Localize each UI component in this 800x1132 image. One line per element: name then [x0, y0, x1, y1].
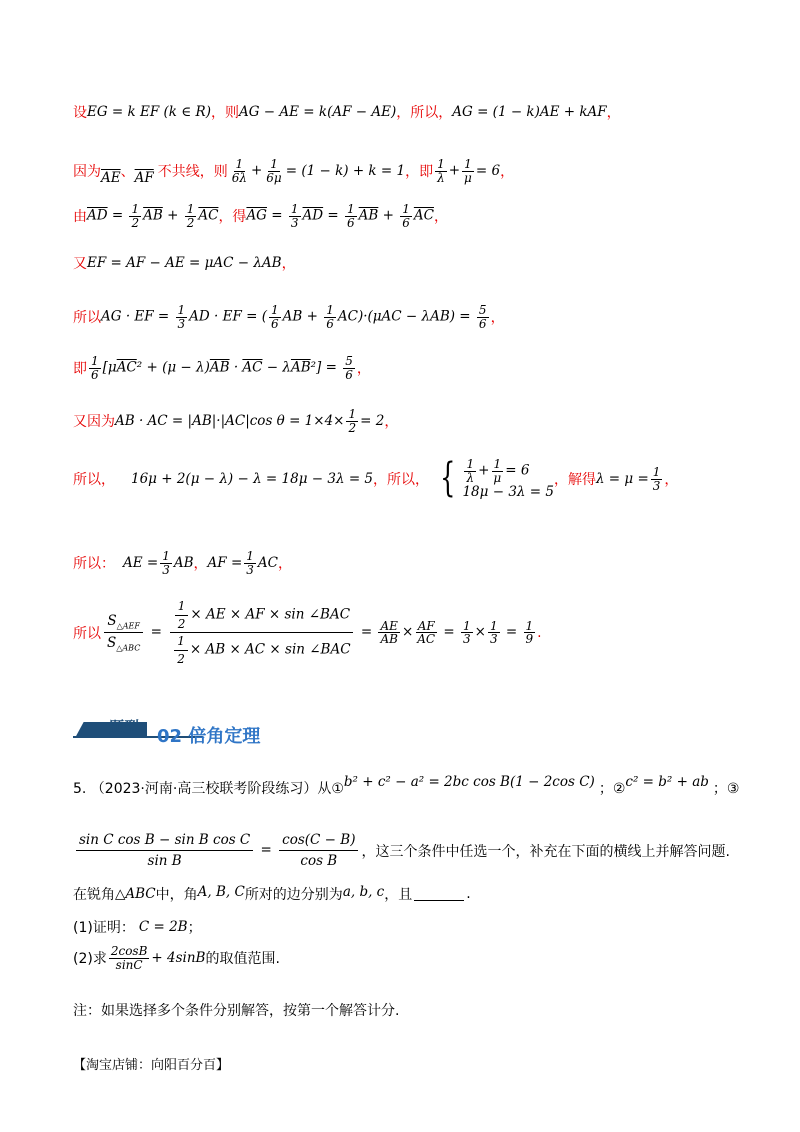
- problem-line-3: 在锐角 △ABC 中，角 A, B, C 所对的边分别为 a, b, c ，且 .: [73, 884, 471, 903]
- solution-line-6: 即 $\frac{1}{6}$ $[\mu\overline{AC}^2 + (\mu - \lambda)\overline{AB} \cdot \overline{AC} - \lambda\overline{AB}^2]$ = $\frac{5}{6}$ ，: [73, 354, 371, 382]
- math-ag-expr: AG = (1 − k)AE + kAF: [452, 104, 607, 120]
- solution-line-2: 因为 $\overline{AE}$ 、 $\overline{AF}$ 不共线，则 $\frac{1}{6\lambda}$ + $\frac{1}{6\mu}$ = (1 − k) + k = 1 ，即 $\frac{1}{\lambda}$ + $\frac{1}{\mu}$ = 6 ，: [73, 156, 515, 186]
- solution-line-9: 所以： AE = $\frac{1}{3}$ AB ， AF = $\frac{1}{3}$ AC ，: [73, 549, 292, 577]
- math-ag-ae: AG − AE = k(AF − AE): [238, 104, 397, 120]
- solution-line-10: 所以 $S_{\triangle AEF}$ $S_{\triangle ABC}$ = $\frac{1}{2}$ × AE × AF × sin ∠BAC $\frac{1}{2}$ × AB × AC × sin ∠BAC = $\frac{AE}{AB}$ × $\frac{AF}{AC}$ = $\frac{1}{3}$ × $\frac{1}{3}$ = $\frac{1}{9}$ .: [73, 599, 542, 666]
- solution-line-3: 由 $\overline{AD}$ = $\frac{1}{2}$ $\overline{AB}$ + $\frac{1}{2}$ $\overline{AC}$ ，得 $\overline{AG}$ = $\frac{1}{3}$ $\overline{AD}$ = $\frac{1}{6}$ $\overline{AB}$ + $\frac{1}{6}$ $\overline{AC}$ ，: [73, 202, 448, 230]
- section-heading: [73, 714, 333, 754]
- footer-shop: 【淘宝店铺：向阳百分百】: [73, 1058, 230, 1073]
- math-eg-def: EG = k EF (k ∈ R): [87, 104, 211, 120]
- heading-tag: 题型: [109, 718, 140, 736]
- problem-note: 注：如果选择多个条件分别解答，按第一个解答计分.: [73, 1003, 400, 1019]
- problem-line-1: 5. （2023·河南·高三校联考阶段练习）从① b² + c² − a² = 2bc cos B(1 − 2cos C) ；② c² = b² + ab ；③: [73, 774, 740, 797]
- equation-system: { $\frac{1}{\lambda}$ + $\frac{1}{\mu}$ = 6 18μ − 3λ = 5: [440, 455, 554, 501]
- solution-line-5: 所以 AG · EF = $\frac{1}{3}$ AD · EF = ( $\frac{1}{6}$ AB + $\frac{1}{6}$ AC)·(μAC − λAB) = $\frac{5}{6}$ ，: [73, 303, 505, 331]
- solution-line-1: 设 EG = k EF (k ∈ R) ，则 AG − AE = k(AF − AE) ，所以， AG = (1 − k)AE + kAF ，: [73, 104, 621, 121]
- answer-blank: [414, 888, 464, 901]
- solution-line-7: 又因为 AB · AC = |AB|·|AC|cos θ = 1×4× $\frac{1}{2}$ = 2 ，: [73, 407, 399, 435]
- question-2: (2)求 $\frac{2\cos B}{\sin C}$ + 4sinB 的取值范围.: [73, 944, 280, 972]
- solution-line-4: 又 EF = AF − AE = μAC − λAB ，: [73, 255, 296, 272]
- problem-line-2: $\frac{\text{sin C cos B − sin B cos C}}{\text{sin B}}$ = $\frac{\cos(C - B)}{\text{cos B}}$ ，这三个条件中任选一个，补充在下面的横线上并解答问题.: [73, 832, 730, 869]
- question-1: (1)证明： C = 2B ；: [73, 919, 202, 936]
- heading-title: 02 倍角定理: [157, 726, 261, 747]
- solution-line-8: 所以， 16μ + 2(μ − λ) − λ = 18μ − 3λ = 5 ，所以， { $\frac{1}{\lambda}$ + $\frac{1}{\mu}$ = 6 18μ − 3λ = 5 ，解得 λ = μ = $\frac{1}{3}$ ，: [73, 455, 679, 501]
